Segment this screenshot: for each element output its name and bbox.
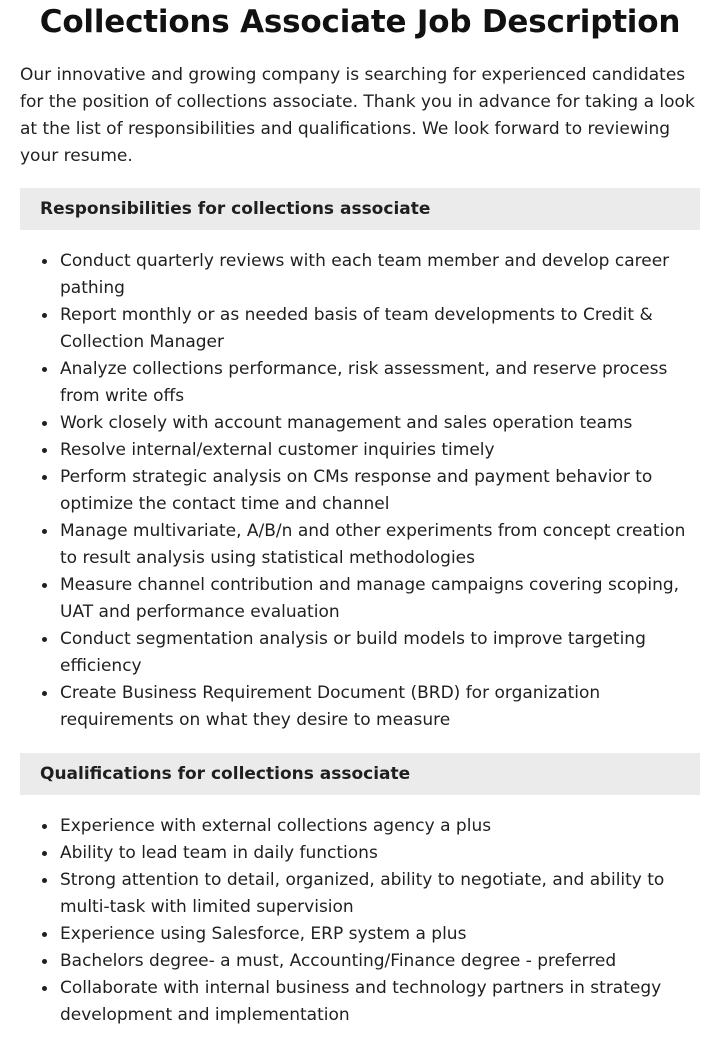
list-item: Manage multivariate, A/B/n and other experiments from concept creation to result analysis using statistical methodologies: [60, 518, 700, 572]
list-item: Measure channel contribution and manage campaigns covering scoping, UAT and performance evaluation: [60, 572, 700, 626]
list-item: Analyze collections performance, risk assessment, and reserve process from write offs: [60, 356, 700, 410]
qualifications-header: Qualifications for collections associate: [20, 753, 700, 795]
list-item: Ability to lead team in daily functions: [60, 840, 700, 867]
list-item: Strong attention to detail, organized, ability to negotiate, and ability to multi-task with limited supervision: [60, 867, 700, 921]
list-item: Resolve internal/external customer inquiries timely: [60, 437, 700, 464]
list-item: Conduct segmentation analysis or build models to improve targeting efficiency: [60, 626, 700, 680]
intro-paragraph: Our innovative and growing company is searching for experienced candidates for the position of collections associate. Thank you in advance for taking a look at the list of responsibilities and qualifications. We look forward to reviewing your resume.: [20, 65, 695, 166]
responsibilities-list: [20, 248, 700, 734]
list-item: Perform strategic analysis on CMs response and payment behavior to optimize the contact time and channel: [60, 464, 700, 518]
list-item: Create Business Requirement Document (BRD) for organization requirements on what they desire to measure: [60, 680, 700, 734]
qualifications-list: [20, 813, 700, 1029]
page-title: Collections Associate Job Description: [39, 4, 681, 40]
list-item: Work closely with account management and sales operation teams: [60, 410, 700, 437]
list-item: Experience with external collections agency a plus: [60, 813, 700, 840]
list-item: Conduct quarterly reviews with each team member and develop career pathing: [60, 248, 700, 302]
list-item: Report monthly or as needed basis of team developments to Credit & Collection Manager: [60, 302, 700, 356]
list-item: Bachelors degree- a must, Accounting/Finance degree - preferred: [60, 948, 700, 975]
list-item: Collaborate with internal business and technology partners in strategy development and implementation: [60, 975, 700, 1029]
responsibilities-header: Responsibilities for collections associate: [20, 188, 700, 230]
list-item: Experience using Salesforce, ERP system a plus: [60, 921, 700, 948]
